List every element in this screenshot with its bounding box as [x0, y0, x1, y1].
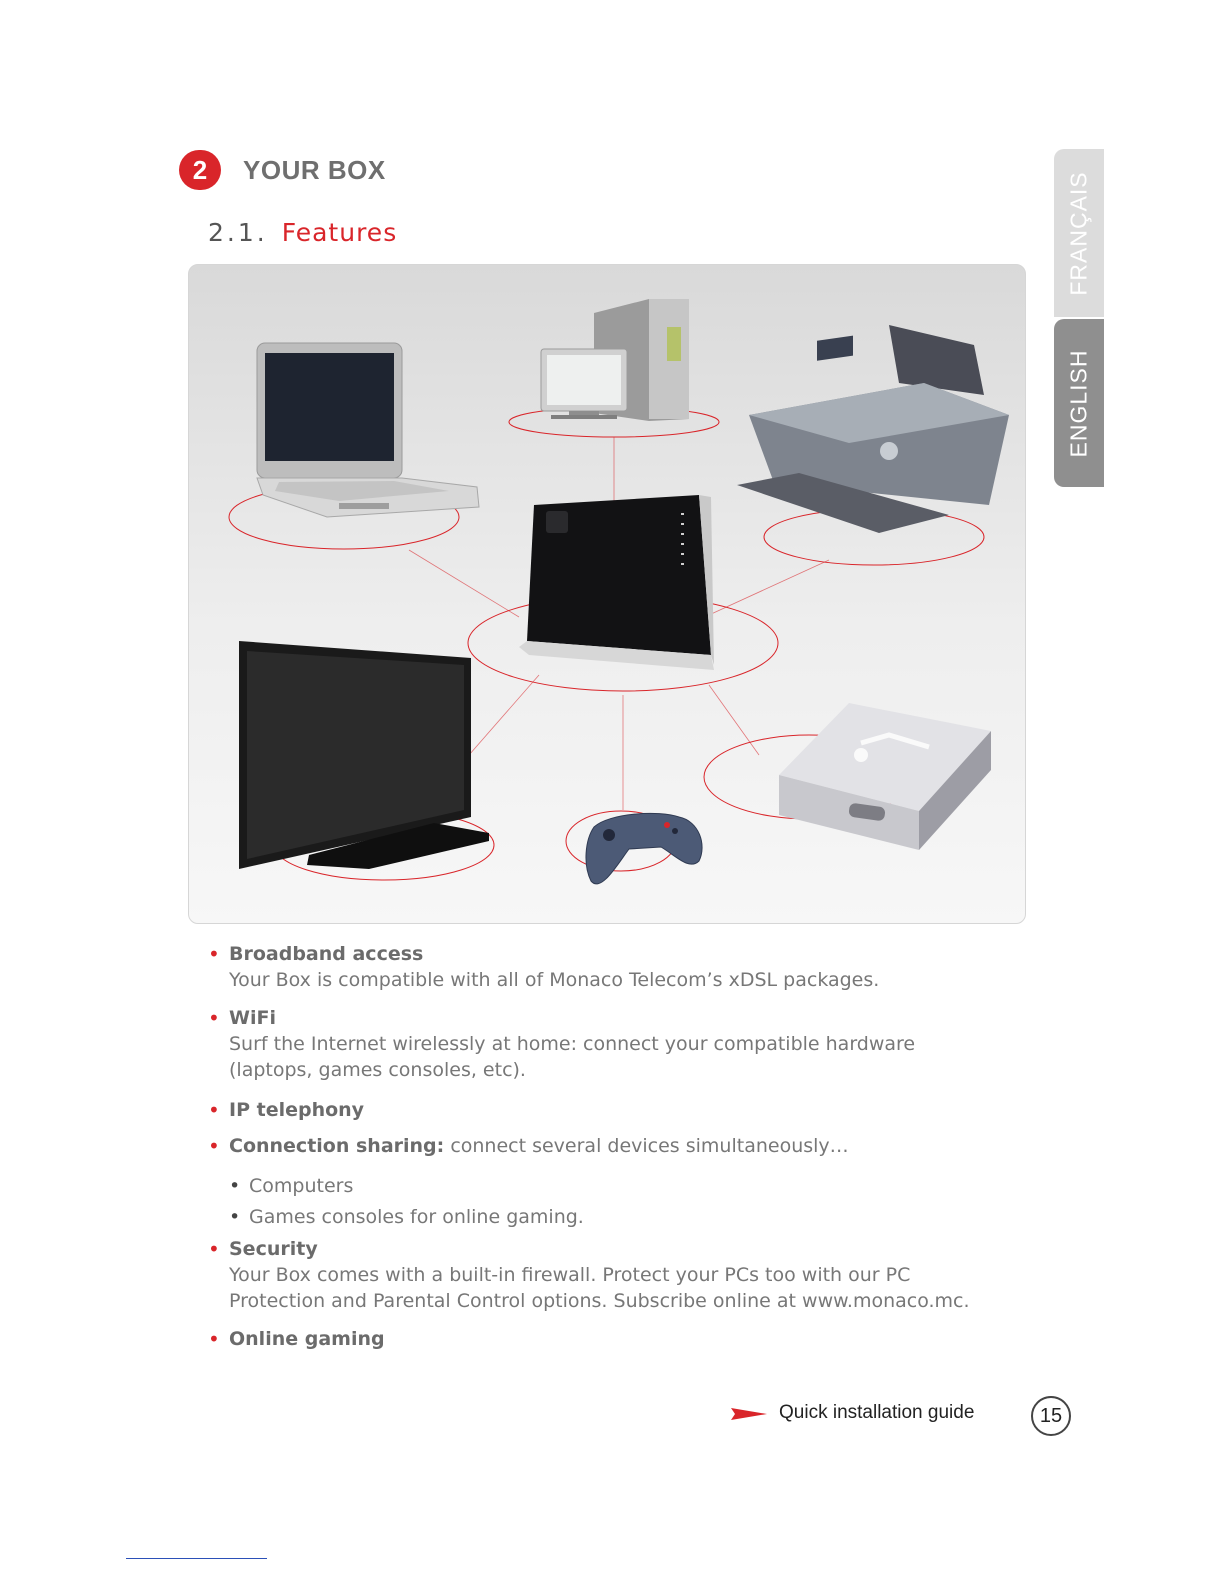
television-icon — [239, 641, 489, 869]
footer-guide-label: Quick installation guide — [779, 1402, 975, 1423]
list-item — [208, 1326, 1028, 1352]
page-number: 15 — [1031, 1396, 1071, 1436]
tab-francais-label: FRANÇAIS — [1065, 170, 1092, 296]
language-tabs — [1054, 149, 1104, 487]
list-item — [208, 941, 1028, 993]
feature-description: Surf the Internet wirelessly at home: connect your compatible hardware (laptops, games consoles, etc). — [229, 1033, 916, 1081]
subsection-number: 2.1. — [208, 218, 268, 247]
list-item — [208, 1236, 1028, 1314]
section-heading — [179, 150, 386, 190]
features-list — [208, 941, 1028, 1352]
feature-title: Connection sharing: — [229, 1135, 445, 1157]
subsection-title: Features — [281, 218, 398, 247]
page-footer — [731, 1396, 1073, 1434]
list-item — [208, 1133, 1028, 1230]
section-number-badge: 2 — [179, 150, 221, 190]
sub-list-item: • Games consoles for online gaming. — [229, 1204, 1028, 1230]
feature-title: IP telephony — [229, 1099, 365, 1121]
gamepad-icon — [586, 813, 702, 884]
desktop-computer-icon — [541, 299, 689, 421]
section-title: YOUR BOX — [243, 154, 386, 185]
feature-title: Online gaming — [229, 1328, 385, 1350]
feature-title: WiFi — [229, 1007, 276, 1029]
tab-english-label: ENGLISH — [1065, 349, 1092, 457]
feature-title: Broadband access — [229, 943, 424, 965]
tab-english[interactable] — [1054, 319, 1104, 487]
tab-francais[interactable] — [1054, 149, 1104, 317]
router-icon — [519, 495, 714, 670]
laptop-icon — [257, 343, 479, 517]
feature-description: Your Box is compatible with all of Monaco Telecom’s xDSL packages. — [229, 969, 880, 991]
list-item — [208, 1097, 1028, 1123]
usb-drive-icon — [779, 703, 991, 850]
subsection-heading — [208, 218, 397, 247]
feature-inline-text: connect several devices simultaneously… — [450, 1135, 849, 1157]
devices-diagram — [189, 265, 1025, 923]
features-illustration — [188, 264, 1026, 924]
feature-title: Security — [229, 1238, 318, 1260]
footnote-divider — [126, 1558, 267, 1559]
sub-list-item: • Computers — [229, 1173, 1028, 1199]
list-item — [208, 1005, 1028, 1083]
sub-list — [229, 1173, 1028, 1230]
arrow-icon — [731, 1407, 767, 1421]
printer-icon — [737, 325, 1009, 533]
feature-description: Your Box comes with a built-in firewall. Protect your PCs too with our PC Protection and Parental Control options. Subscribe online at www.monaco.mc. — [229, 1264, 970, 1312]
